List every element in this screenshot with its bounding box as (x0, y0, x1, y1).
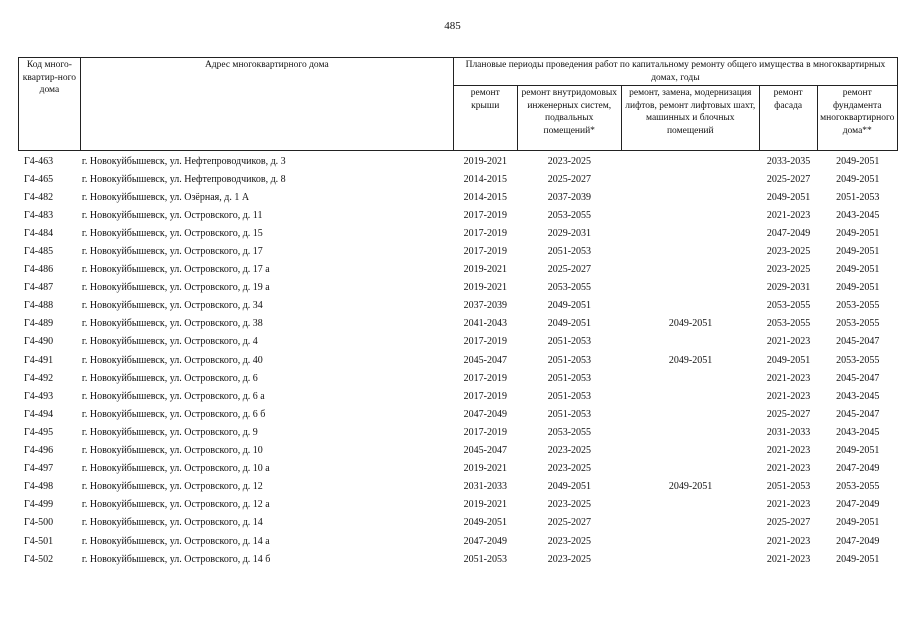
cell-lifts (621, 224, 759, 242)
cell-code: Г4-500 (24, 517, 54, 529)
cell-roof: 2049-2051 (463, 517, 507, 529)
cell-roof: 2045-2047 (463, 354, 507, 366)
cell-facade: 2053-2055 (766, 318, 811, 330)
cell-code: Г4-496 (24, 445, 54, 457)
table-row (18, 496, 898, 514)
cell-systems: 2025-2027 (547, 173, 592, 185)
table-row (18, 152, 898, 170)
table-row (18, 315, 898, 333)
cell-facade: 2021-2023 (766, 553, 811, 565)
cell-roof: 2017-2019 (463, 209, 507, 221)
cell-facade: 2025-2027 (766, 517, 811, 529)
cell-facade: 2023-2025 (766, 246, 811, 258)
cell-systems: 2025-2027 (547, 264, 592, 276)
cell-lifts (621, 206, 759, 224)
table-row (18, 297, 898, 315)
header-address: Адрес многоквартирного дома (80, 58, 453, 151)
cell-foundation: 2045-2047 (836, 372, 880, 384)
cell-facade: 2049-2051 (766, 354, 811, 366)
cell-lifts (621, 423, 759, 441)
cell-foundation: 2047-2049 (836, 535, 880, 547)
cell-address: г. Новокуйбышевск, ул. Островского, д. 38 (81, 318, 263, 330)
cell-facade: 2047-2049 (766, 227, 811, 239)
header-systems: ремонт внутридомовых инженерных систем, подвальных помещений* (517, 86, 621, 151)
table-row (18, 333, 898, 351)
cell-foundation: 2049-2051 (836, 282, 880, 294)
cell-systems: 2053-2055 (547, 426, 592, 438)
cell-lifts (621, 387, 759, 405)
table-body (18, 152, 898, 568)
cell-foundation: 2043-2045 (836, 209, 880, 221)
cell-lifts (621, 550, 759, 568)
table-row (18, 224, 898, 242)
table-row (18, 242, 898, 260)
table-row (18, 405, 898, 423)
cell-address: г. Новокуйбышевск, ул. Островского, д. 19 а (81, 282, 270, 294)
cell-code: Г4-483 (24, 209, 54, 221)
cell-roof: 2041-2043 (463, 318, 507, 330)
cell-lifts (621, 405, 759, 423)
table-row (18, 188, 898, 206)
cell-address: г. Новокуйбышевск, ул. Островского, д. 17 (81, 246, 263, 258)
cell-code: Г4-487 (24, 282, 54, 294)
cell-address: г. Новокуйбышевск, ул. Островского, д. 6 б (81, 408, 266, 420)
cell-roof: 2017-2019 (463, 246, 507, 258)
cell-code: Г4-495 (24, 426, 54, 438)
cell-code: Г4-491 (24, 354, 54, 366)
table-row (18, 351, 898, 369)
cell-foundation: 2053-2055 (836, 318, 880, 330)
cell-foundation: 2049-2051 (836, 173, 880, 185)
page-number: 485 (444, 20, 461, 32)
cell-systems: 2049-2051 (547, 481, 592, 493)
cell-address: г. Новокуйбышевск, ул. Островского, д. 6 а (81, 390, 265, 402)
cell-code: Г4-493 (24, 390, 54, 402)
table-row (18, 279, 898, 297)
cell-foundation: 2043-2045 (836, 426, 880, 438)
cell-lifts (621, 514, 759, 532)
cell-address: г. Новокуйбышевск, ул. Островского, д. 10 (81, 445, 263, 457)
cell-facade: 2021-2023 (766, 499, 811, 511)
cell-facade: 2053-2055 (766, 300, 811, 312)
cell-address: г. Новокуйбышевск, ул. Островского, д. 10 а (81, 463, 270, 475)
cell-foundation: 2051-2053 (836, 191, 880, 203)
cell-lifts (621, 152, 759, 170)
table-header (18, 57, 898, 151)
cell-systems: 2029-2031 (547, 227, 592, 239)
cell-facade: 2023-2025 (766, 264, 811, 276)
table-row (18, 478, 898, 496)
table-row (18, 387, 898, 405)
table-row (18, 170, 898, 188)
cell-lifts (621, 532, 759, 550)
cell-address: г. Новокуйбышевск, ул. Нефтепроводчиков, д. 8 (81, 173, 286, 185)
table-row (18, 369, 898, 387)
cell-systems: 2025-2027 (547, 517, 592, 529)
cell-facade: 2025-2027 (766, 408, 811, 420)
cell-lifts (621, 333, 759, 351)
cell-code: Г4-488 (24, 300, 54, 312)
cell-foundation: 2049-2051 (836, 445, 880, 457)
cell-roof: 2017-2019 (463, 336, 507, 348)
cell-foundation: 2049-2051 (836, 553, 880, 565)
cell-foundation: 2053-2055 (836, 481, 880, 493)
cell-lifts (621, 442, 759, 460)
cell-systems: 2037-2039 (547, 191, 592, 203)
cell-roof: 2019-2021 (463, 155, 507, 167)
cell-foundation: 2053-2055 (836, 354, 880, 366)
cell-address: г. Новокуйбышевск, ул. Островского, д. 6 (81, 372, 258, 384)
cell-lifts: 2049-2051 (668, 318, 713, 330)
cell-code: Г4-492 (24, 372, 54, 384)
cell-systems: 2049-2051 (547, 318, 592, 330)
cell-foundation: 2049-2051 (836, 155, 880, 167)
table-row (18, 423, 898, 441)
cell-code: Г4-482 (24, 191, 54, 203)
cell-address: г. Новокуйбышевск, ул. Островского, д. 34 (81, 300, 263, 312)
cell-code: Г4-499 (24, 499, 54, 511)
cell-facade: 2021-2023 (766, 535, 811, 547)
cell-address: г. Новокуйбышевск, ул. Островского, д. 9 (81, 426, 258, 438)
cell-systems: 2023-2025 (547, 445, 592, 457)
cell-address: г. Новокуйбышевск, ул. Островского, д. 4 (81, 336, 258, 348)
cell-facade: 2049-2051 (766, 191, 811, 203)
cell-address: г. Новокуйбышевск, ул. Островского, д. 14 б (81, 553, 271, 565)
cell-foundation: 2043-2045 (836, 390, 880, 402)
cell-roof: 2014-2015 (463, 173, 507, 185)
header-lifts: ремонт, замена, модернизация лифтов, ремонт лифтовых шахт, машинных и блочных помещений (621, 86, 759, 151)
cell-lifts (621, 460, 759, 478)
cell-address: г. Новокуйбышевск, ул. Островского, д. 17 а (81, 264, 270, 276)
cell-roof: 2019-2021 (463, 463, 507, 475)
table-row (18, 261, 898, 279)
header-periods: Плановые периоды проведения работ по капитальному ремонту общего имущества в многоквартирных домах, годы (453, 58, 897, 86)
cell-code: Г4-465 (24, 173, 54, 185)
cell-roof: 2019-2021 (463, 282, 507, 294)
data-table (18, 152, 898, 568)
cell-systems: 2023-2025 (547, 155, 592, 167)
cell-facade: 2025-2027 (766, 173, 811, 185)
cell-foundation: 2047-2049 (836, 499, 880, 511)
table-row (18, 460, 898, 478)
cell-foundation: 2045-2047 (836, 336, 880, 348)
cell-foundation: 2049-2051 (836, 517, 880, 529)
table-row (18, 442, 898, 460)
cell-systems: 2051-2053 (547, 354, 592, 366)
cell-roof: 2017-2019 (463, 227, 507, 239)
cell-lifts (621, 297, 759, 315)
cell-facade: 2021-2023 (766, 209, 811, 221)
cell-foundation: 2049-2051 (836, 227, 880, 239)
cell-systems: 2053-2055 (547, 282, 592, 294)
cell-systems: 2051-2053 (547, 336, 592, 348)
cell-systems: 2053-2055 (547, 209, 592, 221)
cell-facade: 2031-2033 (766, 426, 811, 438)
cell-systems: 2023-2025 (547, 463, 592, 475)
table-row (18, 550, 898, 568)
cell-roof: 2014-2015 (463, 191, 507, 203)
cell-lifts: 2049-2051 (668, 481, 713, 493)
cell-code: Г4-484 (24, 227, 54, 239)
cell-address: г. Новокуйбышевск, ул. Нефтепроводчиков, д. 3 (81, 155, 286, 167)
table-row (18, 514, 898, 532)
table-row (18, 206, 898, 224)
cell-address: г. Новокуйбышевск, ул. Островского, д. 15 (81, 227, 263, 239)
header-facade: ремонт фасада (759, 86, 817, 151)
cell-address: г. Новокуйбышевск, ул. Островского, д. 12 (81, 481, 263, 493)
cell-systems: 2051-2053 (547, 390, 592, 402)
cell-systems: 2051-2053 (547, 408, 592, 420)
cell-systems: 2049-2051 (547, 300, 592, 312)
header-foundation: ремонт фундамента многоквартирного дома** (817, 86, 897, 151)
cell-facade: 2021-2023 (766, 463, 811, 475)
cell-address: г. Новокуйбышевск, ул. Островского, д. 40 (81, 354, 263, 366)
cell-address: г. Новокуйбышевск, ул. Озёрная, д. 1 А (81, 191, 250, 203)
cell-systems: 2023-2025 (547, 535, 592, 547)
cell-address: г. Новокуйбышевск, ул. Островского, д. 11 (81, 209, 263, 221)
cell-foundation: 2049-2051 (836, 246, 880, 258)
cell-facade: 2021-2023 (766, 336, 811, 348)
cell-code: Г4-490 (24, 336, 54, 348)
cell-roof: 2037-2039 (463, 300, 507, 312)
cell-facade: 2021-2023 (766, 390, 811, 402)
cell-facade: 2051-2053 (766, 481, 811, 493)
cell-code: Г4-501 (24, 535, 54, 547)
cell-foundation: 2049-2051 (836, 264, 880, 276)
cell-code: Г4-489 (24, 318, 54, 330)
cell-lifts (621, 496, 759, 514)
cell-lifts: 2049-2051 (668, 354, 713, 366)
cell-systems: 2051-2053 (547, 372, 592, 384)
cell-lifts (621, 279, 759, 297)
cell-code: Г4-502 (24, 553, 54, 565)
cell-address: г. Новокуйбышевск, ул. Островского, д. 12 а (81, 499, 270, 511)
cell-systems: 2023-2025 (547, 553, 592, 565)
cell-code: Г4-485 (24, 246, 54, 258)
cell-address: г. Новокуйбышевск, ул. Островского, д. 14 а (81, 535, 270, 547)
cell-facade: 2029-2031 (766, 282, 811, 294)
cell-foundation: 2045-2047 (836, 408, 880, 420)
header-code: Код много-квартир-ного дома (19, 58, 81, 151)
cell-address: г. Новокуйбышевск, ул. Островского, д. 14 (81, 517, 263, 529)
header-roof: ремонт крыши (453, 86, 517, 151)
cell-roof: 2031-2033 (463, 481, 507, 493)
cell-facade: 2021-2023 (766, 445, 811, 457)
cell-code: Г4-486 (24, 264, 54, 276)
cell-lifts (621, 170, 759, 188)
cell-roof: 2047-2049 (463, 408, 507, 420)
cell-lifts (621, 188, 759, 206)
cell-lifts (621, 242, 759, 260)
cell-code: Г4-498 (24, 481, 54, 493)
cell-roof: 2017-2019 (463, 426, 507, 438)
cell-roof: 2051-2053 (463, 553, 507, 565)
cell-foundation: 2047-2049 (836, 463, 880, 475)
cell-code: Г4-463 (24, 155, 54, 167)
table-row (18, 532, 898, 550)
cell-roof: 2019-2021 (463, 499, 507, 511)
cell-code: Г4-497 (24, 463, 54, 475)
cell-roof: 2017-2019 (463, 390, 507, 402)
cell-code: Г4-494 (24, 408, 54, 420)
cell-facade: 2021-2023 (766, 372, 811, 384)
cell-roof: 2017-2019 (463, 372, 507, 384)
cell-roof: 2047-2049 (463, 535, 507, 547)
cell-systems: 2023-2025 (547, 499, 592, 511)
cell-systems: 2051-2053 (547, 246, 592, 258)
cell-facade: 2033-2035 (766, 155, 811, 167)
cell-lifts (621, 369, 759, 387)
cell-lifts (621, 261, 759, 279)
cell-foundation: 2053-2055 (836, 300, 880, 312)
cell-roof: 2019-2021 (463, 264, 507, 276)
cell-roof: 2045-2047 (463, 445, 507, 457)
